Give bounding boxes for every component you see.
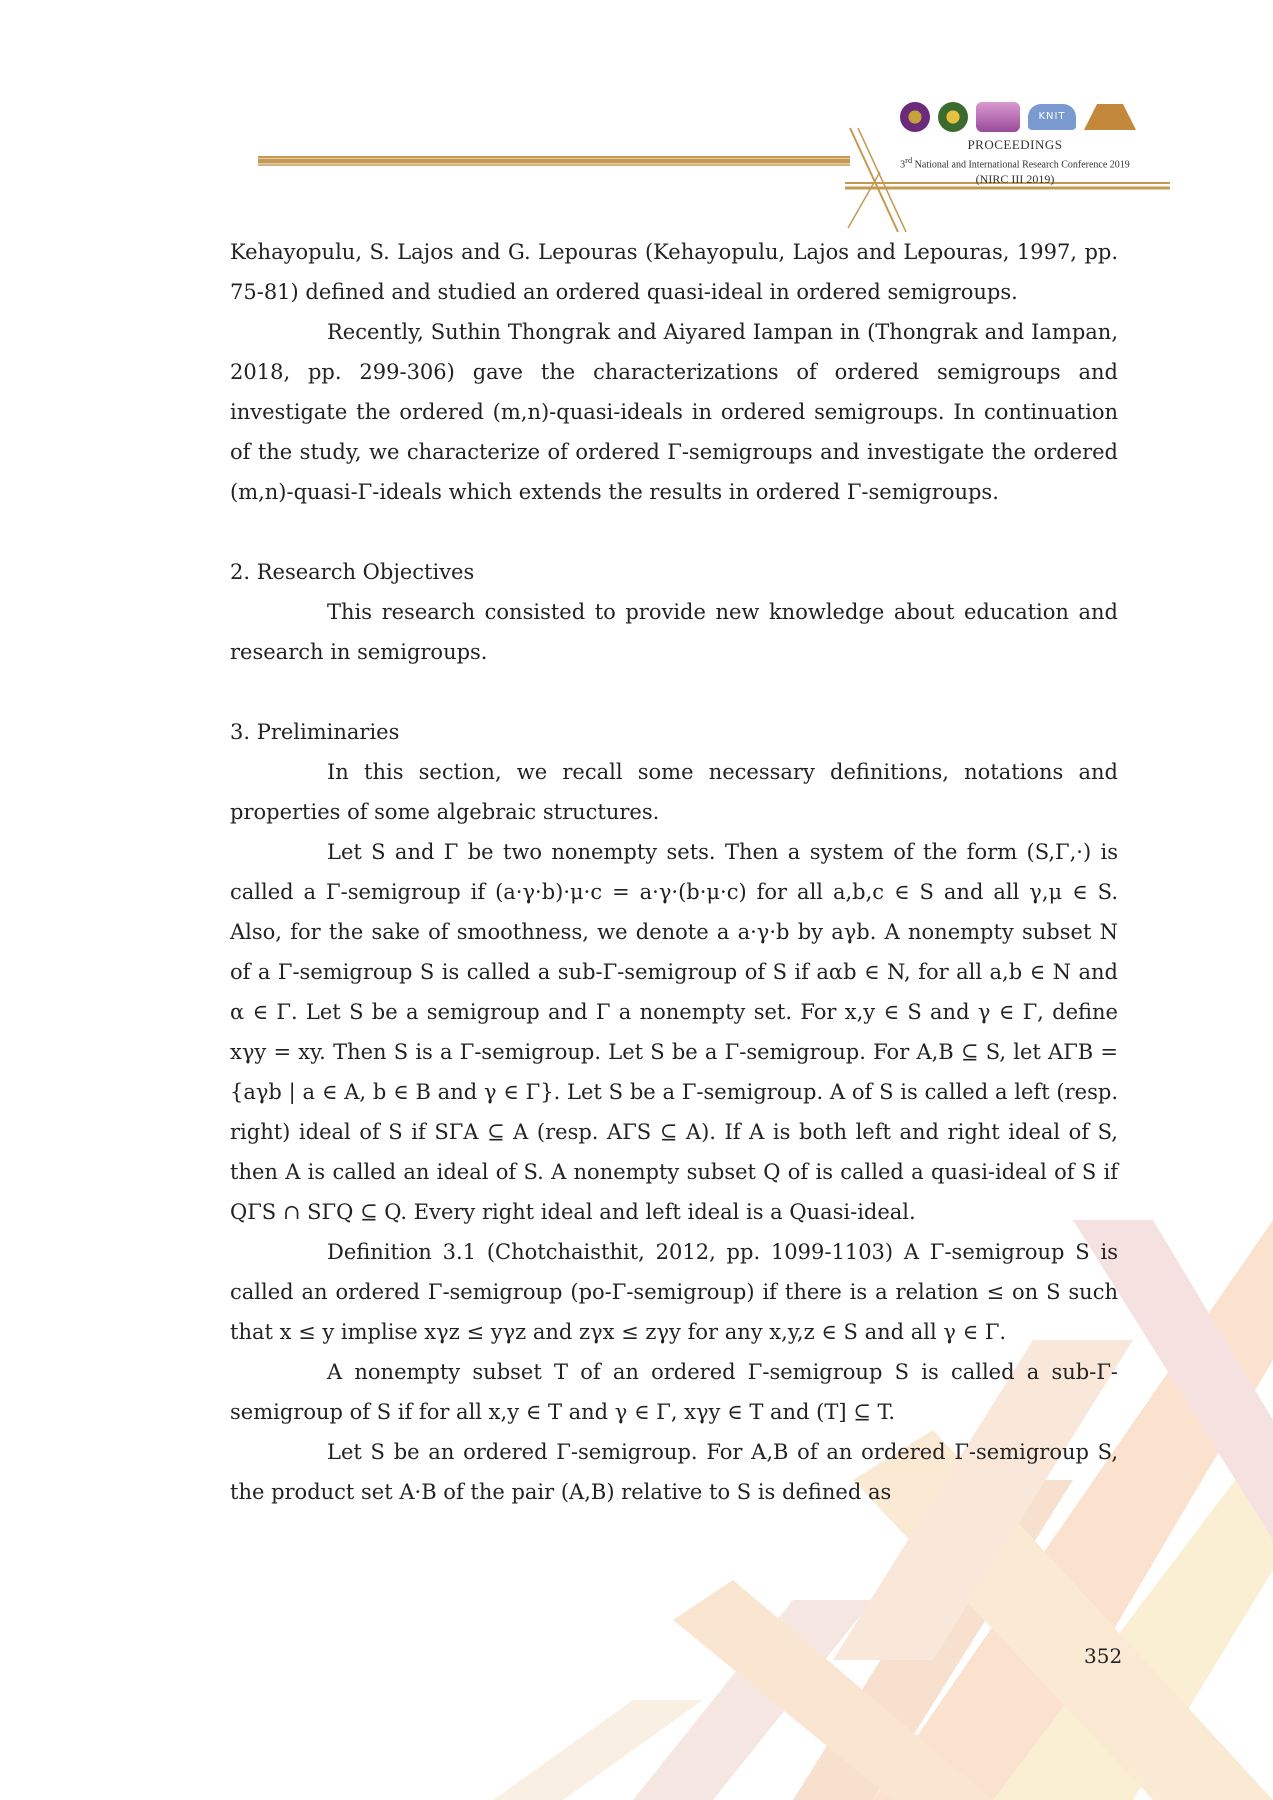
conference-ordinal-suffix: rd [905,156,913,165]
definition-body: (Chotchaisthit, 2012, pp. 1099-1103) A Γ-semigroup S is called an ordered Γ-semigroup (po-Γ-semigroup) if there is a relation ≤ on S such that x ≤ y implise xγz ≤ yγz and zγx ≤ zγy for any x,y,z ∈ S and all γ ∈ Γ. [230,1240,1118,1344]
conference-block [880,137,1150,187]
sponsor-logos [900,102,1136,132]
conference-ordinal: 3 [900,159,906,171]
paper-body [230,232,1118,1512]
paragraph-gamma-semigroup-definitions: Let S and Γ be two nonempty sets. Then a system of the form (S,Γ,·) is called a Γ-semigroup if (a·γ·b)·μ·c = a·γ·(b·μ·c) for all a,b,c ∈ S and all γ,μ ∈ S. Also, for the sake of smoothness, we denote a a·γ·b by aγb. A nonempty subset N of a Γ-semigroup S is called a sub-Γ-semigroup of S if aαb ∈ N, for all a,b ∈ N and α ∈ Γ. Let S be a semigroup and Γ a nonempty set. For x,y ∈ S and γ ∈ Γ, define xγy = xy. Then S is a Γ-semigroup. Let S be a Γ-semigroup. For A,B ⊆ S, let AΓB = {aγb | a ∈ A, b ∈ B and γ ∈ Γ}. Let S be a Γ-semigroup. A of S is called a left (resp. right) ideal of S if SΓA ⊆ A (resp. AΓS ⊆ A). If A is both left and right ideal of S, then A is called an ideal of S. A nonempty subset Q of is called a quasi-ideal of S if QΓS ∩ SΓQ ⊆ Q. Every right ideal and left ideal is a Quasi-ideal. [230,840,1118,1224]
paragraph-product-set: Let S be an ordered Γ-semigroup. For A,B of an ordered Γ-semigroup S, the product set A·B of the pair (A,B) relative to S is defined as [230,1440,1118,1504]
paragraph-sub-gamma-semigroup: A nonempty subset T of an ordered Γ-semigroup S is called a sub-Γ-semigroup of S if for all x,y ∈ T and γ ∈ Γ, xγy ∈ T and (T] ⊆ T. [230,1360,1118,1424]
university-seal-logo [900,102,930,132]
paragraph-intro: Kehayopulu, S. Lajos and G. Lepouras (Kehayopulu, Lajos and Lepouras, 1997, pp. 75-81) defined and studied an ordered quasi-ideal in ordered semigroups. [230,240,1118,304]
conference-name: National and International Research Conference 2019 [914,159,1130,171]
conference-short-name: (NIRC III 2019) [975,172,1055,187]
section-heading-objectives: 2. Research Objectives [230,560,475,584]
page-header [0,0,1273,240]
paragraph-definition-3-1 [230,1232,1118,1352]
institute-seal-logo [938,102,968,132]
paragraph-objectives: This research consisted to provide new knowledge about education and research in semigroups. [230,600,1118,664]
ornament-logo [976,102,1020,132]
section-heading-preliminaries: 3. Preliminaries [230,720,400,744]
proceedings-title: PROCEEDINGS [967,137,1063,152]
paragraph-preliminaries-intro: In this section, we recall some necessary definitions, notations and properties of some algebraic structures. [230,760,1118,824]
knit-logo: KNIT [1028,104,1076,130]
definition-label: Definition 3.1 [327,1240,477,1264]
conference-name-line [880,153,1150,172]
paragraph-recent-work: Recently, Suthin Thongrak and Aiyared Iampan in (Thongrak and Iampan, 2018, pp. 299-306) gave the characterizations of ordered semigroups and investigate the ordered (m,n)-quasi-ideals in ordered semigroups. In continuation of the study, we characterize of ordered Γ-semigroups and investigate the ordered (m,n)-quasi-Γ-ideals which extends the results in ordered Γ-semigroups. [230,320,1118,504]
triangle-logo [1084,104,1136,130]
page-number: 352 [1084,1644,1123,1668]
